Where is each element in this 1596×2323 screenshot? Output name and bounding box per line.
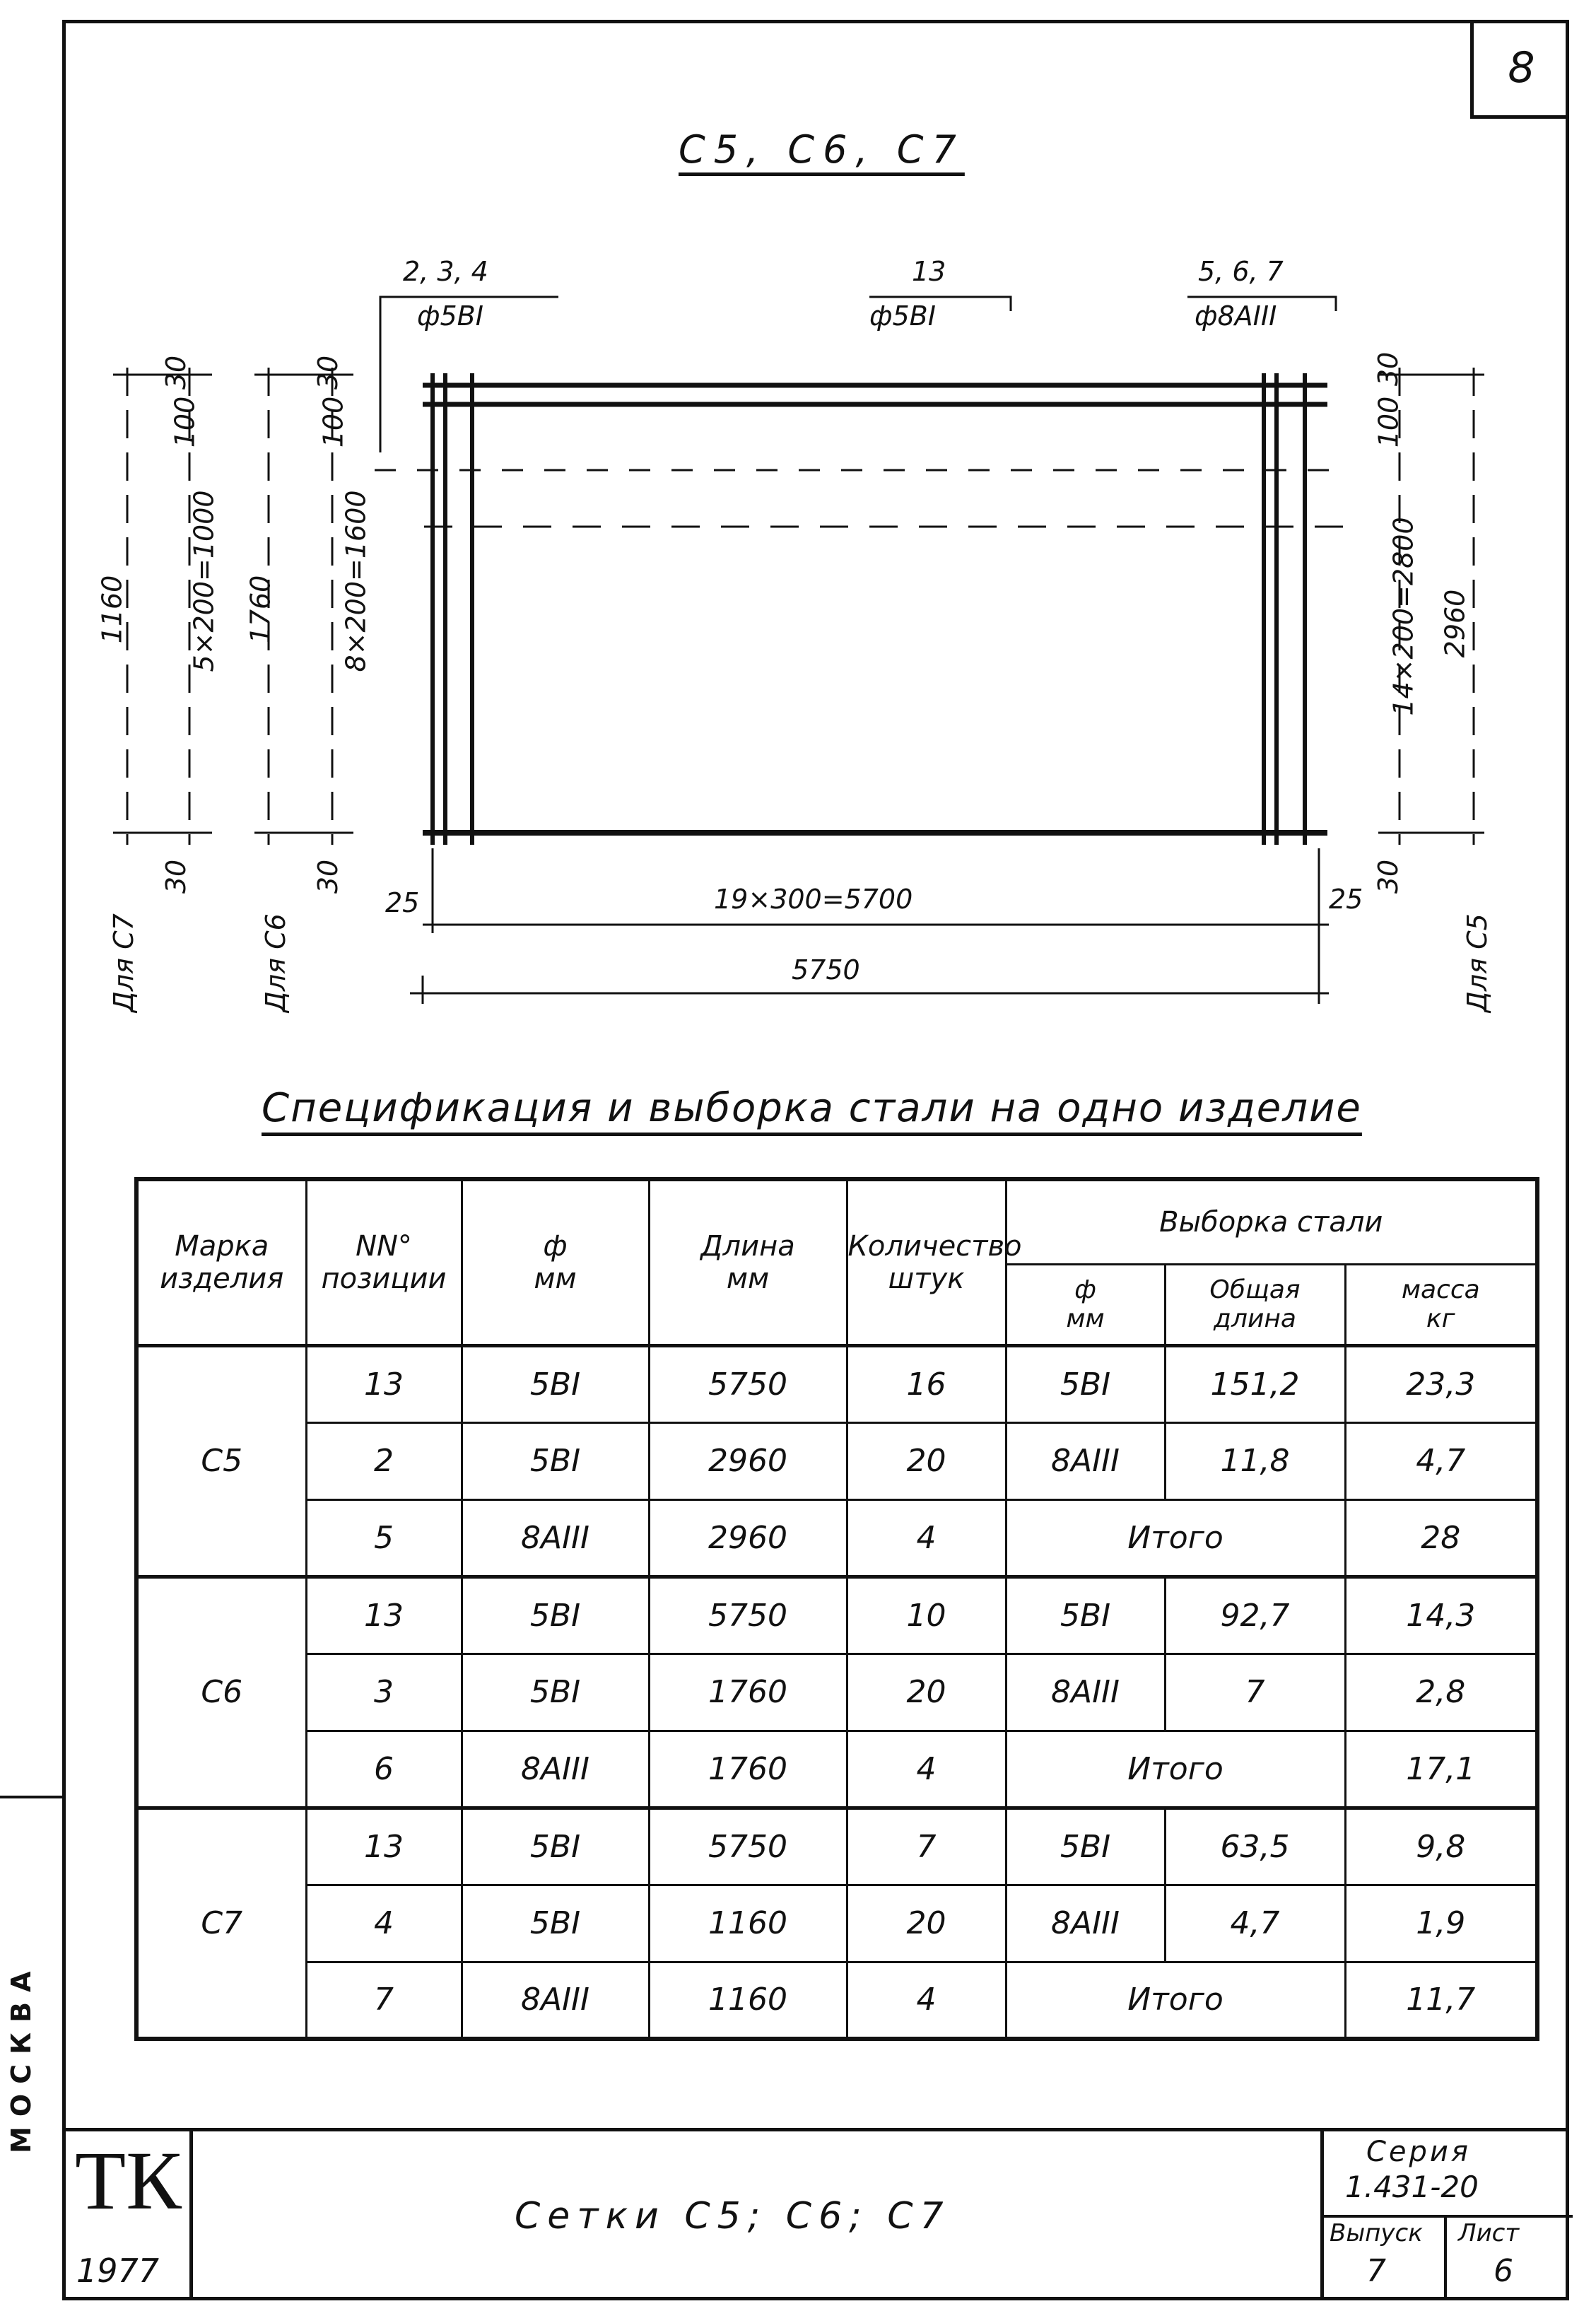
cell-sel-mass: 14,3 xyxy=(1345,1576,1537,1654)
stamp-sheet: 6 xyxy=(1494,2253,1513,2289)
cell-pos: 13 xyxy=(306,1345,462,1422)
header-qty-label: Количество xyxy=(847,1229,1022,1263)
dim-30-e: 30 xyxy=(1373,351,1404,387)
sheet-number: 8 xyxy=(1470,20,1569,119)
header-len-label: Длина xyxy=(700,1229,795,1263)
cell-dia: 8АIII xyxy=(462,1731,649,1808)
header-dia-label: ф xyxy=(543,1229,568,1263)
cell-len: 1160 xyxy=(649,1885,847,1962)
dim-30-d: 30 xyxy=(312,859,344,894)
cell-mark: С5 xyxy=(136,1345,306,1576)
header-pos: NN° позиции xyxy=(306,1179,462,1345)
dim-25-left: 25 xyxy=(385,887,420,918)
cell-dia: 5ВI xyxy=(462,1808,649,1885)
dim-30-b: 30 xyxy=(160,859,192,894)
cell-dia: 5ВI xyxy=(462,1345,649,1422)
cell-pos: 4 xyxy=(306,1885,462,1962)
cell-len: 5750 xyxy=(649,1576,847,1654)
header-len xyxy=(649,1179,847,1345)
cell-pos: 5 xyxy=(306,1499,462,1576)
dim-14x200: 14×200=2800 xyxy=(1387,517,1419,716)
dim-100-b: 100 xyxy=(317,396,349,448)
cell-sel-mass: 9,8 xyxy=(1345,1808,1537,1885)
stamp-year: 1977 xyxy=(76,2252,160,2290)
table-row xyxy=(136,1422,1537,1499)
stamp-org: ТК xyxy=(75,2134,182,2227)
header-qty-unit: штук xyxy=(888,1262,965,1295)
cell-sel-dia: 5ВI xyxy=(1006,1808,1165,1885)
header-sel-dia xyxy=(1006,1264,1165,1345)
cell-sel-mass: 2,8 xyxy=(1345,1654,1537,1731)
cell-len: 5750 xyxy=(649,1808,847,1885)
dim-1160: 1160 xyxy=(96,575,128,644)
cell-dia: 5ВI xyxy=(462,1654,649,1731)
margin-divider xyxy=(0,1796,62,1798)
dim-19x300: 19×300=5700 xyxy=(714,884,913,915)
dim-30-f: 30 xyxy=(1373,859,1404,894)
cell-qty: 4 xyxy=(847,1731,1006,1808)
cell-len: 1160 xyxy=(649,1962,847,2039)
city-label: МОСКВА xyxy=(6,1961,37,2153)
cell-sel-mass: 17,1 xyxy=(1345,1731,1537,1808)
cell-qty: 20 xyxy=(847,1885,1006,1962)
dim-5x200: 5×200=1000 xyxy=(188,490,220,672)
header-sel-total: Общая длина xyxy=(1165,1264,1345,1345)
table-row xyxy=(136,1345,1537,1422)
table-row xyxy=(136,1576,1537,1654)
label-for-c6: Для С6 xyxy=(259,913,291,1012)
drawing-title: С5, С6, С7 xyxy=(679,127,965,172)
header-sel-mass-unit: кг xyxy=(1426,1304,1455,1333)
stamp-org-cell xyxy=(62,2131,193,2300)
header-sel-mass-label: масса xyxy=(1401,1275,1480,1304)
cell-pos: 13 xyxy=(306,1808,462,1885)
cell-dia: 5ВI xyxy=(462,1422,649,1499)
cell-len: 2960 xyxy=(649,1499,847,1576)
cell-sel-mass: 4,7 xyxy=(1345,1422,1537,1499)
cell-dia: 5ВI xyxy=(462,1885,649,1962)
cell-sel-total: 151,2 xyxy=(1165,1345,1345,1422)
mesh-drawing xyxy=(0,0,1596,1032)
stamp-drawing-name: Сетки С5; С6; С7 xyxy=(515,2195,951,2237)
cell-total-label: Итого xyxy=(1006,1962,1345,2039)
table-row xyxy=(136,1962,1537,2039)
stamp-series-cell xyxy=(1320,2131,1573,2300)
cell-len: 1760 xyxy=(649,1731,847,1808)
stamp-issue-label: Выпуск xyxy=(1330,2219,1423,2247)
cell-qty: 7 xyxy=(847,1808,1006,1885)
cell-len: 5750 xyxy=(649,1345,847,1422)
cell-total-label: Итого xyxy=(1006,1499,1345,1576)
cell-dia: 8АIII xyxy=(462,1962,649,2039)
cell-qty: 20 xyxy=(847,1654,1006,1731)
label-for-c7: Для С7 xyxy=(107,913,139,1012)
stamp-series: 1.431-20 xyxy=(1345,2170,1479,2204)
cell-qty: 16 xyxy=(847,1345,1006,1422)
callout-left-bar: ф5ВI xyxy=(417,300,483,332)
cell-qty: 4 xyxy=(847,1962,1006,2039)
cell-pos: 13 xyxy=(306,1576,462,1654)
dim-30-a: 30 xyxy=(160,355,192,390)
stamp-series-label: Серия xyxy=(1366,2136,1471,2168)
dim-25-right: 25 xyxy=(1329,884,1363,915)
cell-dia: 8АIII xyxy=(462,1499,649,1576)
cell-sel-mass: 28 xyxy=(1345,1499,1537,1576)
dim-100-a: 100 xyxy=(169,396,201,448)
dim-8x200: 8×200=1600 xyxy=(340,490,372,672)
dim-5750: 5750 xyxy=(792,954,860,985)
cell-pos: 7 xyxy=(306,1962,462,2039)
callout-mid-bar: ф5ВI xyxy=(869,300,936,332)
dim-100-c: 100 xyxy=(1373,396,1404,448)
cell-qty: 4 xyxy=(847,1499,1006,1576)
header-selection: Выборка стали xyxy=(1006,1179,1537,1264)
callout-mid-pos: 13 xyxy=(912,256,946,287)
header-sel-dia-unit: мм xyxy=(1066,1304,1105,1333)
table-row xyxy=(136,1885,1537,1962)
header-sel-mass xyxy=(1345,1264,1537,1345)
table-row xyxy=(136,1654,1537,1731)
cell-sel-mass: 23,3 xyxy=(1345,1345,1537,1422)
table-row xyxy=(136,1499,1537,1576)
cell-len: 2960 xyxy=(649,1422,847,1499)
cell-sel-dia: 8АIII xyxy=(1006,1654,1165,1731)
cell-sel-total: 7 xyxy=(1165,1654,1345,1731)
callout-right-bar: ф8АIII xyxy=(1195,300,1277,332)
stamp-sheet-label: Лист xyxy=(1458,2219,1520,2247)
cell-qty: 20 xyxy=(847,1422,1006,1499)
cell-sel-dia: 8АIII xyxy=(1006,1885,1165,1962)
cell-sel-total: 92,7 xyxy=(1165,1576,1345,1654)
cell-sel-dia: 8АIII xyxy=(1006,1422,1165,1499)
dim-30-c: 30 xyxy=(312,355,344,390)
header-dia xyxy=(462,1179,649,1345)
header-len-unit: мм xyxy=(726,1262,770,1295)
cell-sel-total: 63,5 xyxy=(1165,1808,1345,1885)
cell-sel-dia: 5ВI xyxy=(1006,1576,1165,1654)
stamp-issue: 7 xyxy=(1366,2253,1386,2289)
header-sel-dia-label: ф xyxy=(1074,1275,1096,1304)
table-row xyxy=(136,1731,1537,1808)
cell-qty: 10 xyxy=(847,1576,1006,1654)
table-row xyxy=(136,1808,1537,1885)
header-qty xyxy=(847,1179,1022,1345)
cell-sel-mass: 11,7 xyxy=(1345,1962,1537,2039)
cell-mark: С7 xyxy=(136,1808,306,2039)
callout-left-pos: 2, 3, 4 xyxy=(403,256,488,287)
cell-pos: 6 xyxy=(306,1731,462,1808)
title-block xyxy=(62,2128,1569,2304)
cell-sel-dia: 5ВI xyxy=(1006,1345,1165,1422)
spec-table xyxy=(134,1177,1539,2041)
cell-dia: 5ВI xyxy=(462,1576,649,1654)
cell-sel-mass: 1,9 xyxy=(1345,1885,1537,1962)
dim-2960: 2960 xyxy=(1439,589,1471,658)
dim-1760: 1760 xyxy=(245,575,276,644)
header-mark: Марка изделия xyxy=(136,1179,306,1345)
cell-sel-total: 4,7 xyxy=(1165,1885,1345,1962)
label-for-c5: Для С5 xyxy=(1461,913,1493,1012)
spec-title: Спецификация и выборка стали на одно изделие xyxy=(262,1085,1362,1131)
cell-pos: 3 xyxy=(306,1654,462,1731)
cell-mark: С6 xyxy=(136,1576,306,1808)
callout-right-pos: 5, 6, 7 xyxy=(1198,256,1284,287)
header-dia-unit: мм xyxy=(534,1262,577,1295)
cell-pos: 2 xyxy=(306,1422,462,1499)
cell-sel-total: 11,8 xyxy=(1165,1422,1345,1499)
cell-len: 1760 xyxy=(649,1654,847,1731)
cell-total-label: Итого xyxy=(1006,1731,1345,1808)
